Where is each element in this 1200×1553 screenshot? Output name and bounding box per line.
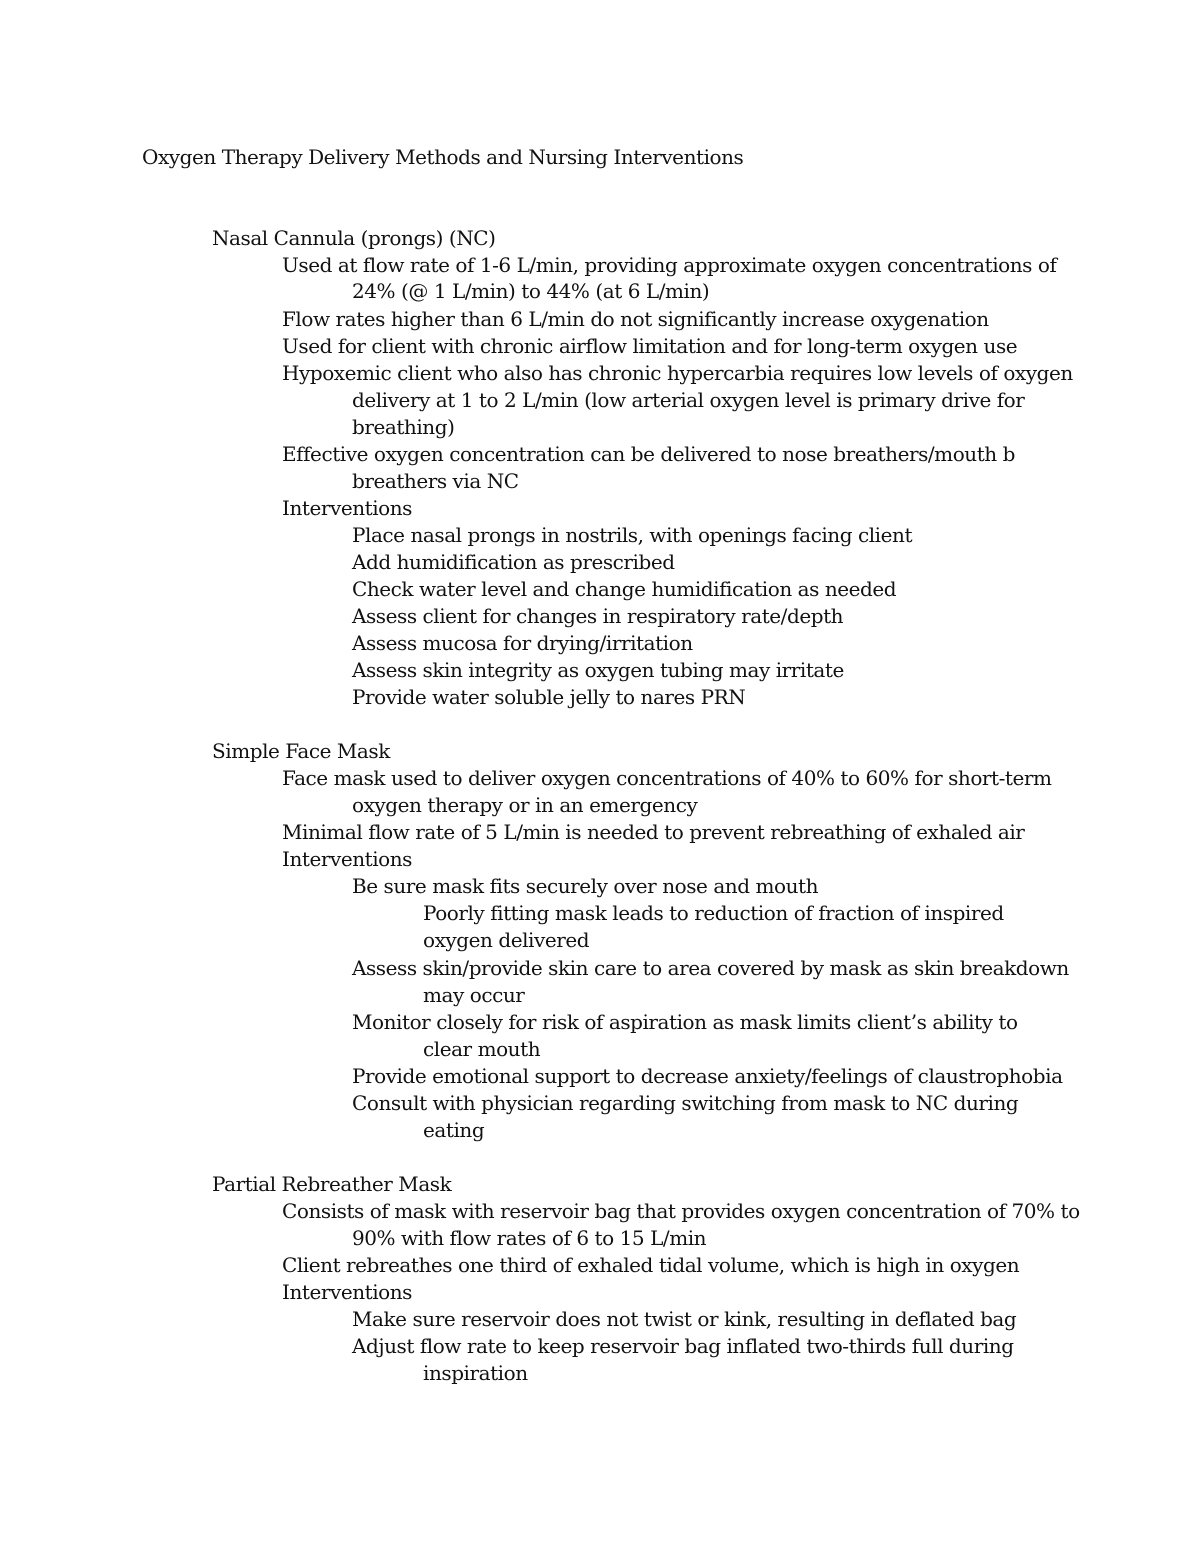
bullet-line: Used for client with chronic airflow limitation and for long-term oxygen use [282, 334, 1018, 358]
intervention-item: Monitor closely for risk of aspiration as mask limits client’s ability to [352, 1010, 1018, 1034]
bullet-line: Face mask used to deliver oxygen concentrations of 40% to 60% for short-term [282, 766, 1052, 790]
intervention-item: Provide water soluble jelly to nares PRN [352, 685, 746, 709]
continuation-line: may occur [423, 983, 525, 1007]
intervention-item: Provide emotional support to decrease anxiety/feelings of claustrophobia [352, 1064, 1063, 1088]
bullet-line: Consists of mask with reservoir bag that provides oxygen concentration of 70% to [282, 1199, 1080, 1223]
interventions-heading: Interventions [282, 1280, 412, 1304]
intervention-item: Be sure mask fits securely over nose and mouth [352, 874, 819, 898]
continuation-line: 24% (@ 1 L/min) to 44% (at 6 L/min) [352, 279, 710, 303]
bullet-line: Client rebreathes one third of exhaled tidal volume, which is high in oxygen [282, 1253, 1020, 1277]
intervention-item: Assess skin integrity as oxygen tubing may irritate [352, 658, 844, 682]
bullet-line: Hypoxemic client who also has chronic hypercarbia requires low levels of oxygen [282, 361, 1073, 385]
continuation-line: 90% with flow rates of 6 to 15 L/min [352, 1226, 707, 1250]
intervention-item: Assess mucosa for drying/irritation [352, 631, 693, 655]
intervention-item: Consult with physician regarding switching from mask to NC during [352, 1091, 1019, 1115]
intervention-item: Check water level and change humidification as needed [352, 577, 897, 601]
bullet-line: Used at flow rate of 1-6 L/min, providing approximate oxygen concentrations of [282, 253, 1057, 277]
bullet-line: Flow rates higher than 6 L/min do not significantly increase oxygenation [282, 307, 989, 331]
intervention-item: Add humidification as prescribed [352, 550, 675, 574]
section-heading: Partial Rebreather Mask [212, 1172, 452, 1196]
intervention-item: Assess skin/provide skin care to area covered by mask as skin breakdown [352, 956, 1069, 980]
interventions-heading: Interventions [282, 496, 412, 520]
continuation-line: oxygen therapy or in an emergency [352, 793, 698, 817]
sub-item: Poorly fitting mask leads to reduction of fraction of inspired [423, 901, 1004, 925]
section-heading: Nasal Cannula (prongs) (NC) [212, 226, 496, 250]
interventions-heading: Interventions [282, 847, 412, 871]
section-heading: Simple Face Mask [212, 739, 390, 763]
intervention-item: Place nasal prongs in nostrils, with openings facing client [352, 523, 913, 547]
continuation-line: oxygen delivered [423, 928, 590, 952]
document-title: Oxygen Therapy Delivery Methods and Nursing Interventions [142, 145, 744, 169]
bullet-line: Effective oxygen concentration can be delivered to nose breathers/mouth b [282, 442, 1015, 466]
continuation-line: eating [423, 1118, 485, 1142]
bullet-line: Minimal flow rate of 5 L/min is needed to prevent rebreathing of exhaled air [282, 820, 1025, 844]
continuation-line: delivery at 1 to 2 L/min (low arterial oxygen level is primary drive for [352, 388, 1025, 412]
continuation-line: clear mouth [423, 1037, 541, 1061]
intervention-item: Adjust flow rate to keep reservoir bag inflated two-thirds full during [352, 1334, 1014, 1358]
continuation-line: breathers via NC [352, 469, 519, 493]
continuation-line: breathing) [352, 415, 455, 439]
intervention-item: Make sure reservoir does not twist or kink, resulting in deflated bag [352, 1307, 1017, 1331]
continuation-line: inspiration [423, 1361, 528, 1385]
intervention-item: Assess client for changes in respiratory rate/depth [352, 604, 844, 628]
